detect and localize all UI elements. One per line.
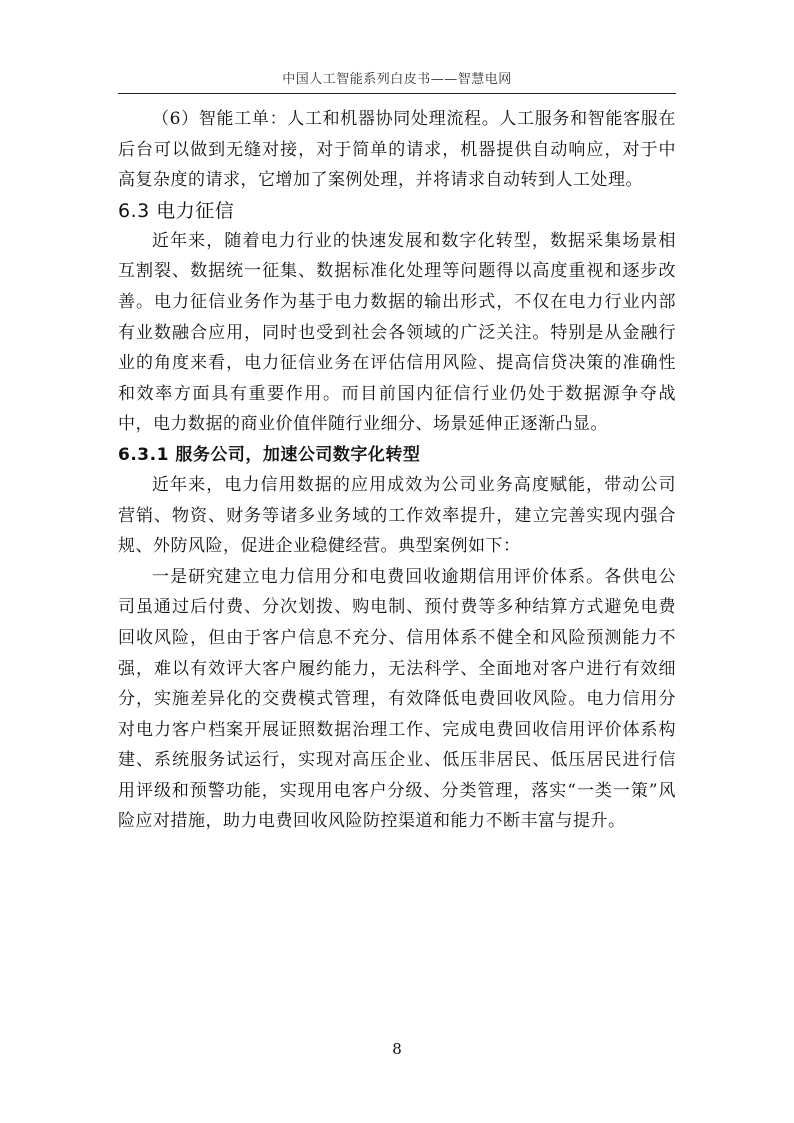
paragraph-credit-applications: 近年来，电力信用数据的应用成效为公司业务高度赋能，带动公司营销、物资、财务等诸多业务域的工作效率提升，建立完善实现内强合规、外防风险，促进企业稳健经营。典型案例如下： — [118, 474, 676, 557]
section-heading-6-3-1: 6.3.1 服务公司，加速公司数字化转型 — [118, 444, 421, 465]
page-body — [118, 104, 676, 837]
running-header: 中国人工智能系列白皮书——智慧电网 — [282, 72, 512, 87]
header-divider — [118, 93, 676, 94]
paragraph-power-credit: 近年来，随着电力行业的快速发展和数字化转型，数据采集场景相互割裂、数据统一征集、数据标准化处理等问题得以高度重视和逐步改善。电力征信业务作为基于电力数据的输出形式，不仅在电力行业内部有业数融合应用，同时也受到社会各领域的广泛关注。特别是从金融行业的角度来看，电力征信业务在评估信用风险、提高信贷决策的准确性和效率方面具有重要作用。而目前国内征信行业仍处于数据源争夺战中，电力数据的商业价值伴随行业细分、场景延伸正逐渐凸显。 — [118, 230, 676, 435]
paragraph-smart-work-order: （6）智能工单：人工和机器协同处理流程。人工服务和智能客服在后台可以做到无缝对接，对于简单的请求，机器提供自动响应，对于中高复杂度的请求，它增加了案例处理，并将请求自动转到人工处理。 — [118, 109, 676, 191]
page-number: 8 — [392, 1040, 402, 1058]
paragraph-credit-score-system: 一是研究建立电力信用分和电费回收逾期信用评价体系。各供电公司虽通过后付费、分次划拨、购电制、预付费等多种结算方式避免电费回收风险，但由于客户信息不充分、信用体系不健全和风险预测能力不强，难以有效评大客户履约能力，无法科学、全面地对客户进行有效细分，实施差异化的交费模式管理，有效降低电费回收风险。电力信用分对电力客户档案开展证照数据治理工作、完成电费回收信用评价体系构建、系统服务试运行，实现对高压企业、低压非居民、低压居民进行信用评级和预警功能，实现用电客户分级、分类管理，落实“一类一策”风险应对措施，助力电费回收风险防控渠道和能力不断丰富与提升。 — [118, 566, 676, 832]
section-heading-6-3: 6.3 电力征信 — [118, 199, 235, 222]
